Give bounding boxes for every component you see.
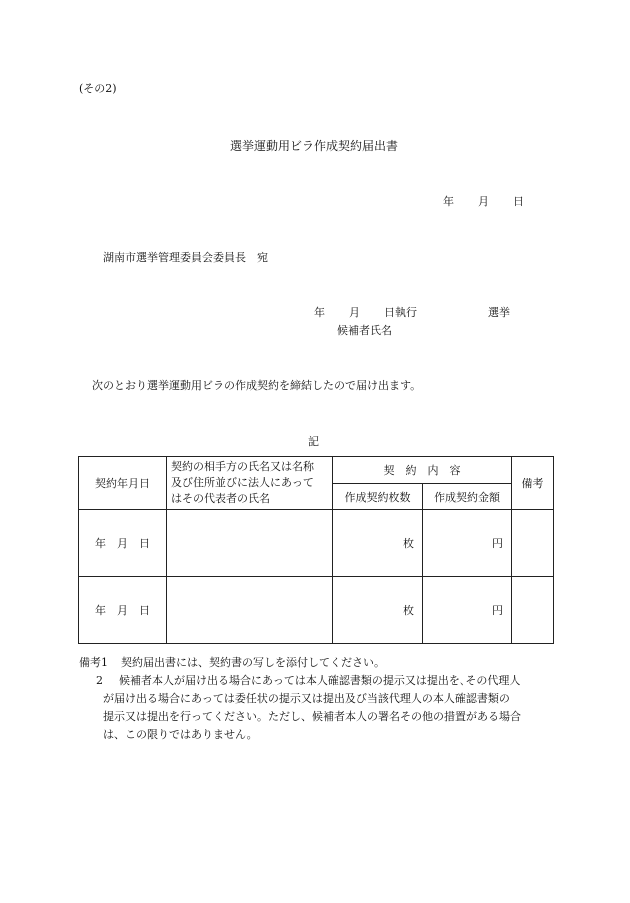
row-amount-cell: 円 [423,510,512,577]
header-sheets: 作成契約枚数 [333,484,423,510]
note-item-2-line: は、この限りではありません。 [103,728,258,741]
notes-section [79,654,559,744]
contract-table [78,456,554,644]
header-party-line: はその代表者の氏名 [171,492,270,505]
header-party-line: 及び住所並びに法人にあって [171,476,314,489]
body-text: 次のとおり選挙運動用ビラの作成契約を締結したので届け出ます。 [92,379,422,392]
row-party-cell [167,510,333,577]
election-label: 選挙 [488,306,510,319]
header-party-line: 契約の相手方の氏名又は名称 [171,460,314,473]
table-row [79,577,554,644]
row-remarks-cell [512,510,554,577]
date-day-label: 日 [513,195,524,208]
header-contract-date: 契約年月日 [79,457,167,510]
form-number: (その2) [79,82,117,95]
header-amount: 作成契約金額 [423,484,512,510]
row-date-cell: 年 月 日 [79,577,167,644]
note-item-2-line: 提示又は提出を行ってください。ただし、候補者本人の署名その他の措置がある場合 [103,710,521,723]
election-year-label: 年 [314,306,325,319]
note-item-2-line: 候補者本人が届け出る場合にあっては本人確認書類の提示又は提出を､その代理人 [119,674,521,687]
document-title: 選挙運動用ビラ作成契約届出書 [230,139,399,153]
table-row [79,510,554,577]
row-sheets-cell: 枚 [333,510,423,577]
note-item-1 [79,654,559,672]
header-contract-contents: 契 約 内 容 [333,457,512,484]
row-party-cell [167,577,333,644]
note-item-1-text: 契約届出書には、契約書の写しを添付してください。 [121,656,385,669]
addressee: 湖南市選挙管理委員会委員長 宛 [103,251,268,264]
note-item-2-number: 2 [96,674,103,687]
header-contract-party [167,457,333,510]
record-label: 記 [308,435,319,448]
date-year-label: 年 [443,195,454,208]
date-month-label: 月 [478,195,489,208]
row-remarks-cell [512,577,554,644]
row-date-cell: 年 月 日 [79,510,167,577]
election-month-label: 月 [349,306,360,319]
note-item-2 [79,672,559,690]
row-sheets-cell: 枚 [333,577,423,644]
candidate-name-label: 候補者氏名 [337,324,392,337]
header-remarks: 備考 [512,457,554,510]
notes-label: 備考1 [79,656,108,669]
election-day-label: 日執行 [384,306,417,319]
note-item-2-line: が届け出る場合にあっては委任状の提示又は提出及び当該代理人の本人確認書類の [103,692,510,705]
row-amount-cell: 円 [423,577,512,644]
